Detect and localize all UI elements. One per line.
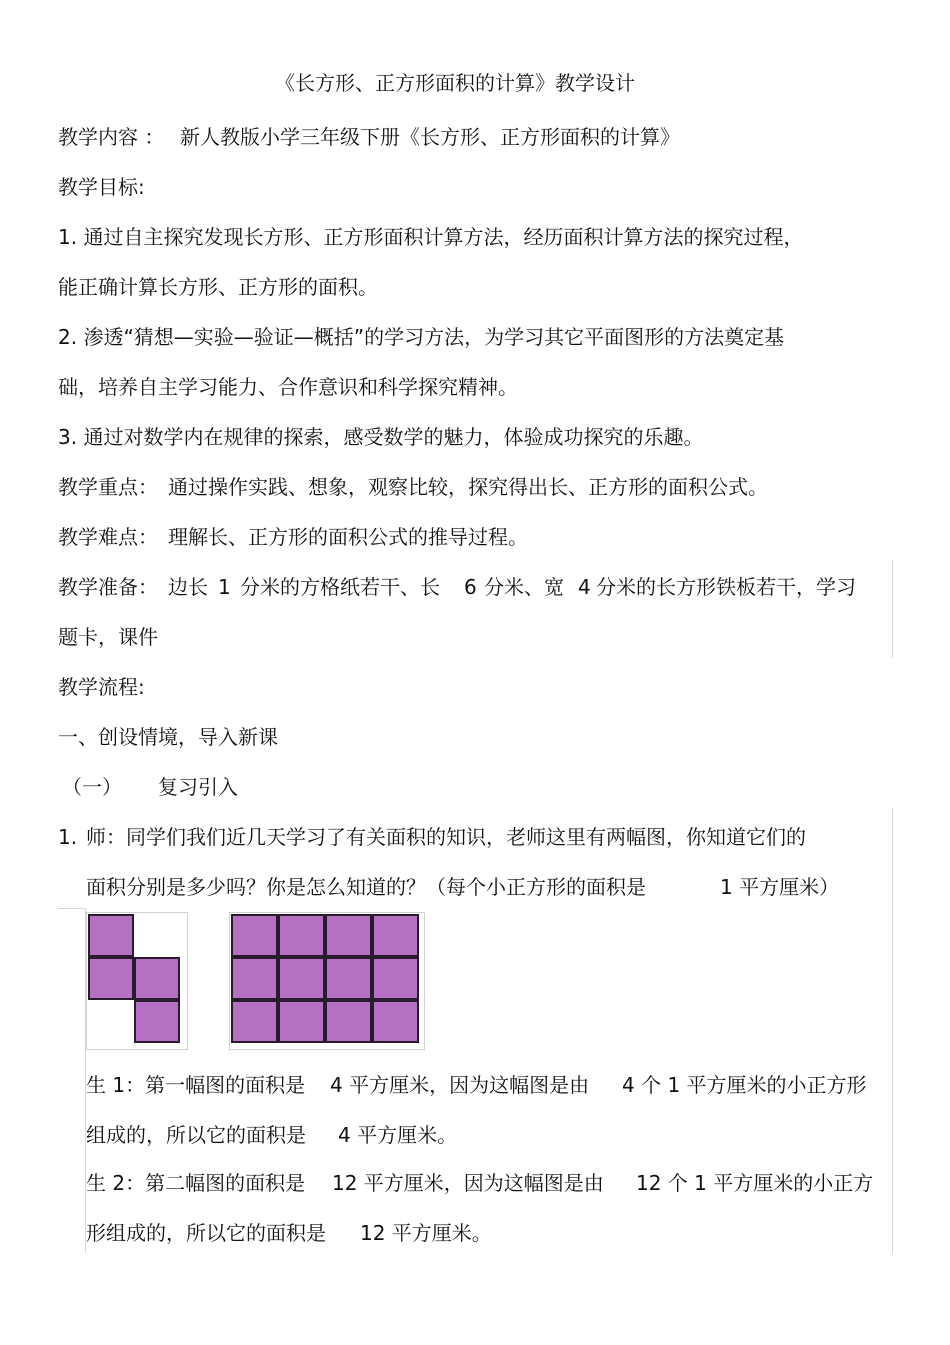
section-1-heading: 一、创设情境，导入新课 bbox=[58, 725, 278, 749]
figure-2-square bbox=[325, 1000, 372, 1043]
figure-1-square bbox=[88, 914, 134, 957]
figure-2-square bbox=[372, 957, 419, 1000]
preparation-text-3: 分米、宽 bbox=[484, 575, 564, 599]
answer-2-line-2a: 形组成的，所以它的面积是 bbox=[86, 1221, 326, 1245]
item-1-line-2a: 面积分别是多少吗？你是怎么知道的？（每个小正方形的面积是 bbox=[86, 875, 646, 899]
figure-2-square bbox=[325, 914, 372, 957]
answer-2-line-2b: 12 平方厘米。 bbox=[360, 1221, 492, 1245]
goals-label: 教学目标: bbox=[58, 175, 145, 199]
figure-1-square bbox=[134, 957, 180, 1000]
answer-2-part-2: 12 个 1 平方厘米的小正方 bbox=[636, 1171, 874, 1195]
figure-2-square bbox=[325, 957, 372, 1000]
figure-2-square bbox=[231, 957, 278, 1000]
figure-1 bbox=[88, 914, 184, 1046]
preparation-text-1: 边长 bbox=[168, 575, 208, 599]
figure-1-square bbox=[134, 1000, 180, 1043]
preparation-number-1: 1 bbox=[218, 575, 231, 599]
goal-3-line-1: 3. 通过对数学内在规律的探索，感受数学的魅力，体验成功探究的乐趣。 bbox=[58, 425, 704, 449]
figure-2-square bbox=[231, 914, 278, 957]
figure-2-square bbox=[278, 957, 325, 1000]
subsection-1-number: （一） bbox=[62, 775, 122, 799]
goal-1-line-2: 能正确计算长方形、正方形的面积。 bbox=[58, 275, 378, 299]
figure-2-square bbox=[372, 1000, 419, 1043]
difficulty-label: 教学难点： bbox=[58, 525, 158, 549]
figure-1-square bbox=[88, 957, 134, 1000]
answer-1-line-2a: 组成的，所以它的面积是 bbox=[86, 1123, 306, 1147]
item-1-line-2b: 1 平方厘米） bbox=[720, 875, 840, 899]
answer-1-part-2: 4 个 1 平方厘米的小正方形 bbox=[622, 1073, 867, 1097]
answer-2-prefix: 生 2：第二幅图的面积是 bbox=[86, 1171, 306, 1195]
answer-1-line-2b: 4 平方厘米。 bbox=[338, 1123, 458, 1147]
figure-2 bbox=[231, 914, 421, 1046]
preparation-text-4: 分米的长方形铁板若干，学习 bbox=[596, 575, 856, 599]
goal-2-line-1: 2. 渗透“猜想—实验—验证—概括”的学习方法，为学习其它平面图形的方法奠定基 bbox=[58, 325, 785, 349]
key-point-value: 通过操作实践、想象，观察比较，探究得出长、正方形的面积公式。 bbox=[168, 475, 768, 499]
answer-1-prefix: 生 1：第一幅图的面积是 bbox=[86, 1073, 306, 1097]
preparation-number-2: 6 bbox=[464, 575, 477, 599]
content-label: 教学内容 ： bbox=[58, 125, 165, 149]
figure-2-square bbox=[372, 914, 419, 957]
subsection-1-title: 复习引入 bbox=[158, 775, 238, 799]
figure-2-square bbox=[278, 1000, 325, 1043]
difficulty-value: 理解长、正方形的面积公式的推导过程。 bbox=[168, 525, 528, 549]
figure-2-square bbox=[278, 914, 325, 957]
content-value: 新人教版小学三年级下册《长方形、正方形面积的计算》 bbox=[180, 125, 680, 149]
preparation-label: 教学准备： bbox=[58, 575, 158, 599]
goal-2-line-2: 础，培养自主学习能力、合作意识和科学探究精神。 bbox=[58, 375, 518, 399]
preparation-number-3: 4 bbox=[578, 575, 591, 599]
process-label: 教学流程: bbox=[58, 675, 145, 699]
figure-2-square bbox=[231, 1000, 278, 1043]
item-1-line-1: 师：同学们我们近几天学习了有关面积的知识，老师这里有两幅图，你知道它们的 bbox=[86, 825, 806, 849]
preparation-right-rule bbox=[892, 560, 893, 658]
key-point-label: 教学重点： bbox=[58, 475, 158, 499]
answer-1-part-1: 4 平方厘米，因为这幅图是由 bbox=[330, 1073, 590, 1097]
figure-area-top-rule bbox=[58, 908, 86, 909]
item-1-number: 1. bbox=[58, 825, 78, 849]
goal-1-line-1: 1. 通过自主探究发现长方形、正方形面积计算方法，经历面积计算方法的探究过程， bbox=[58, 225, 804, 249]
item-right-rule bbox=[892, 808, 893, 1253]
preparation-text-2: 分米的方格纸若干、长 bbox=[240, 575, 440, 599]
answer-2-part-1: 12 平方厘米，因为这幅图是由 bbox=[332, 1171, 604, 1195]
preparation-line-2: 题卡，课件 bbox=[58, 625, 158, 649]
document-title: 《长方形、正方形面积的计算》教学设计 bbox=[275, 71, 635, 95]
